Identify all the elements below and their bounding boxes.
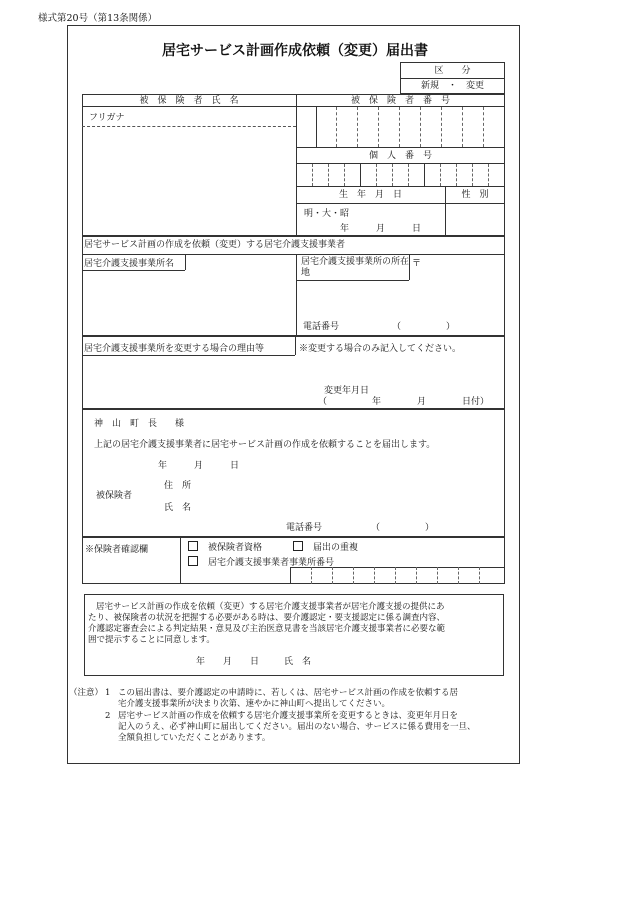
addressee: 神 山 町 長 様: [94, 419, 185, 429]
declaration-phone-label: 電話番号: [286, 523, 323, 533]
checkbox-icon[interactable]: [293, 541, 303, 551]
office-address-label: 居宅介護支援事業所の所在地: [301, 257, 410, 278]
consent-line: 居宅サービス計画の作成を依頼（変更）する居宅介護支援事業者が居宅介護支援の提供にあ: [96, 602, 445, 612]
reason-note: ※変更する場合のみ記入してください。: [299, 344, 462, 354]
consent-line: たり、被保険者の状況を把握する必要がある時は、要介護認定・要支援認定に係る調査内容、: [88, 613, 446, 623]
office-number-cells[interactable]: [290, 567, 505, 584]
change-date-value[interactable]: （ 年 月 日付）: [318, 397, 490, 407]
note-line: 宅介護支援事業所が決まり次第、速やかに神山町へ提出してください。: [118, 699, 391, 709]
checkbox-icon[interactable]: [188, 541, 198, 551]
consent-date[interactable]: 年 月 日: [196, 657, 260, 667]
note-number: 2: [105, 711, 111, 721]
insured-number-cells[interactable]: [296, 107, 505, 147]
consent-line: 介護認定審査会による判定結果・意見及び主治医意見書を当該居宅介護支援事業者に必要な範: [88, 624, 446, 634]
kubun-label: 区 分: [434, 66, 471, 76]
note-number: 1: [105, 688, 111, 698]
consent-line: 囲で提示することに同意します。: [88, 635, 215, 645]
office-phone-label: 電話番号: [303, 322, 340, 332]
birth-eras[interactable]: 明・大・昭: [304, 209, 350, 219]
name-label: 氏 名: [164, 503, 192, 513]
postal-mark: 〒: [412, 259, 422, 269]
note-line: 全額負担していただくことがあります。: [118, 733, 271, 743]
notes-label: （注意）: [69, 688, 104, 698]
confirm-label: ※保険者確認欄: [85, 545, 149, 555]
reason-label: 居宅介護支援事業所を変更する場合の理由等: [84, 344, 265, 354]
note-line: 居宅サービス計画の作成を依頼する居宅介護支援事業所を変更するときは、変更年月日を: [118, 711, 459, 721]
form-number: 様式第20号（第13条関係）: [38, 13, 158, 24]
form-title: 居宅サービス計画作成依頼（変更）届出書: [162, 43, 428, 59]
insured-name-header: 被 保 険 者 氏 名: [139, 96, 239, 106]
declaration-text: 上記の居宅介護支援事業者に居宅サービス計画の作成を依頼することを届出します。: [94, 440, 436, 450]
confirm-item-duplicate[interactable]: 届出の重複: [293, 541, 358, 554]
birth-date-value[interactable]: 年 月 日: [340, 224, 422, 234]
sex-label: 性 別: [461, 190, 489, 200]
note-line: この届出書は、要介護認定の申請時に、若しくは、居宅サービス計画の作成を依頼する居: [118, 688, 459, 698]
request-section-label: 居宅サービス計画の作成を依頼（変更）する居宅介護支援事業者: [84, 240, 346, 250]
declaration-phone-field[interactable]: （ ）: [371, 523, 435, 533]
office-name-field[interactable]: [84, 272, 294, 334]
sex-field[interactable]: [447, 205, 503, 234]
furigana-label: フリガナ: [89, 113, 125, 123]
insured-person-label: 被保険者: [96, 491, 133, 501]
reason-field[interactable]: [84, 358, 503, 384]
address-field[interactable]: [200, 478, 500, 494]
office-name-label: 居宅介護支援事業所名: [84, 259, 175, 269]
change-date-label: 変更年月日: [324, 386, 370, 396]
kubun-value[interactable]: 新規 ・ 変更: [420, 81, 484, 91]
insured-name-field[interactable]: [84, 128, 294, 234]
confirm-item-office-number[interactable]: 居宅介護支援事業者事業所番号: [188, 556, 334, 569]
name-field[interactable]: [200, 500, 500, 516]
declaration-date[interactable]: 年 月 日: [158, 461, 240, 471]
address-label: 住 所: [164, 481, 192, 491]
personal-number-label: 個 人 番 号: [368, 151, 432, 161]
office-address-field[interactable]: [298, 282, 503, 318]
personal-number-cells[interactable]: [296, 164, 505, 186]
checkbox-icon[interactable]: [188, 556, 198, 566]
birth-date-label: 生 年 月 日: [338, 190, 402, 200]
confirm-item-qualification[interactable]: 被保険者資格: [188, 541, 262, 554]
consent-name[interactable]: 氏 名: [284, 657, 312, 667]
note-line: 記入のうえ、必ず神山町に届出してください。届出のない場合、サービスに係る費用を一旦、: [118, 722, 476, 732]
insured-number-header: 被 保 険 者 番 号: [350, 96, 450, 106]
office-phone-field[interactable]: （ ）: [392, 322, 456, 332]
